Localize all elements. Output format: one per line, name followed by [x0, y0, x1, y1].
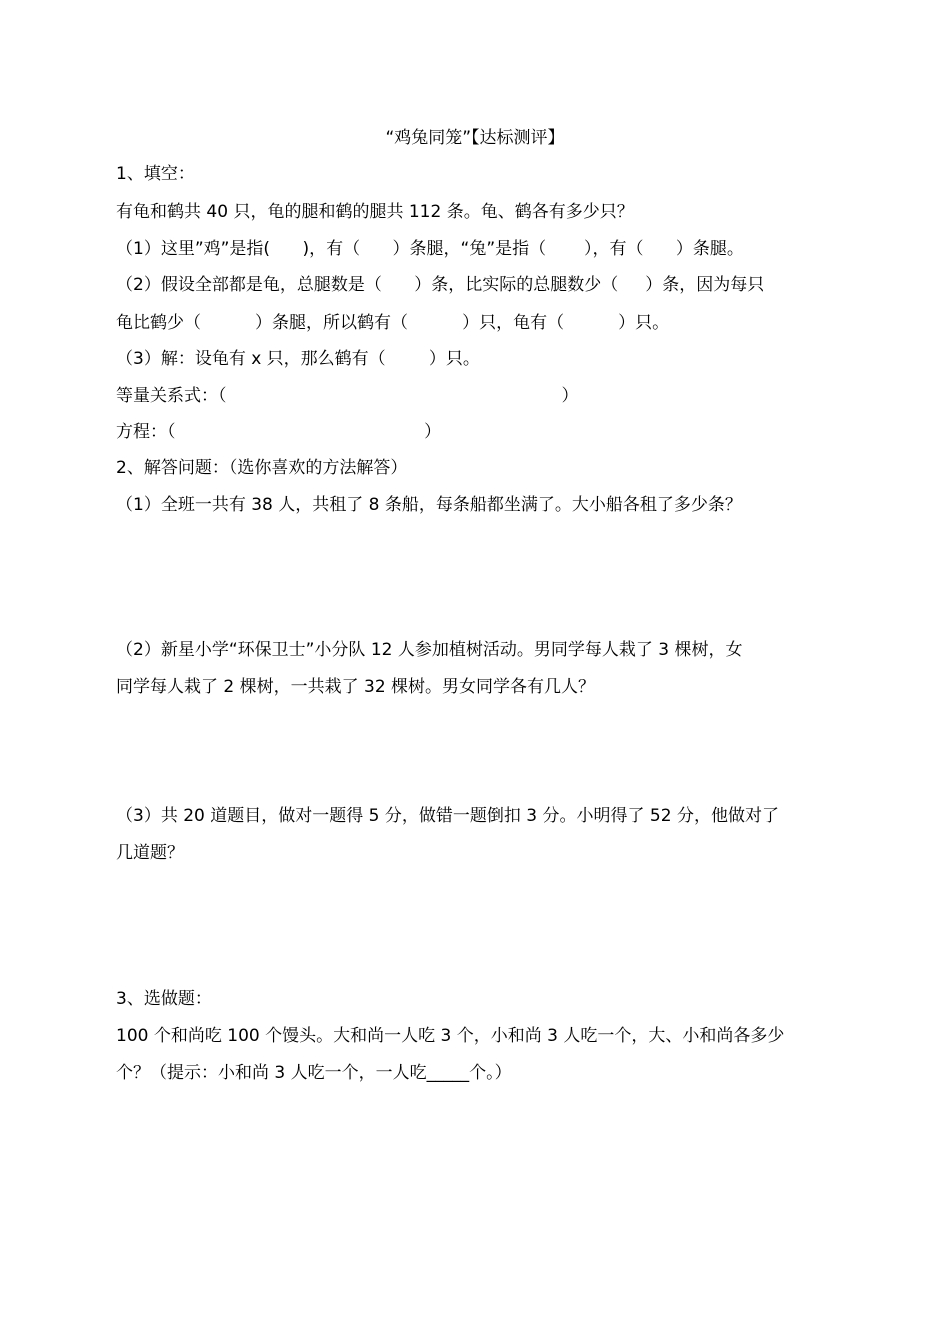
optional-problem-line-1: 100 个和尚吃 100 个馒头。大和尚一人吃 3 个，小和尚 3 人吃一个，大、小和尚各多少: [116, 1026, 785, 1046]
fill-in-problem: 有龟和鹤共 40 只，龟的腿和鹤的腿共 112 条。龟、鹤各有多少只？: [116, 202, 634, 222]
fill-in-question-3: （3）解：设龟有 x 只，那么鹤有（ ）只。: [116, 349, 480, 369]
word-problem-3-line-2: 几道题？: [116, 843, 184, 863]
page-title: “鸡兔同笼”【达标测评】: [385, 128, 565, 148]
equation: 方程：（ ）: [116, 422, 442, 442]
equality-relation: 等量关系式：（ ）: [116, 386, 579, 406]
word-problem-3-line-1: （3）共 20 道题目，做对一题得 5 分，做错一题倒扣 3 分。小明得了 52 分，他做对了: [116, 806, 779, 826]
section-1-heading: 1、填空：: [116, 164, 195, 184]
word-problem-2-line-2: 同学每人栽了 2 棵树，一共栽了 32 棵树。男女同学各有几人？: [116, 677, 596, 697]
fill-in-question-2-line-2: 龟比鹤少（ ）条腿，所以鹤有（ ）只，龟有（ ）只。: [116, 313, 670, 333]
fill-in-question-2-line-1: （2）假设全部都是龟，总腿数是（ ）条，比实际的总腿数少（ ）条，因为每只: [116, 275, 765, 295]
fill-in-question-1: （1）这里”鸡”是指( )，有（ ）条腿，“兔”是指（ ），有（ ）条腿。: [116, 239, 744, 259]
optional-problem-line-2: 个？（提示：小和尚 3 人吃一个，一人吃_____个。）: [116, 1063, 512, 1083]
section-2-heading: 2、解答问题：（选你喜欢的方法解答）: [116, 458, 408, 478]
word-problem-2-line-1: （2）新星小学“环保卫士”小分队 12 人参加植树活动。男同学每人栽了 3 棵树，女: [116, 640, 743, 660]
section-3-heading: 3、选做题：: [116, 989, 212, 1009]
word-problem-1: （1）全班一共有 38 人，共租了 8 条船，每条船都坐满了。大小船各租了多少条？: [116, 495, 742, 515]
